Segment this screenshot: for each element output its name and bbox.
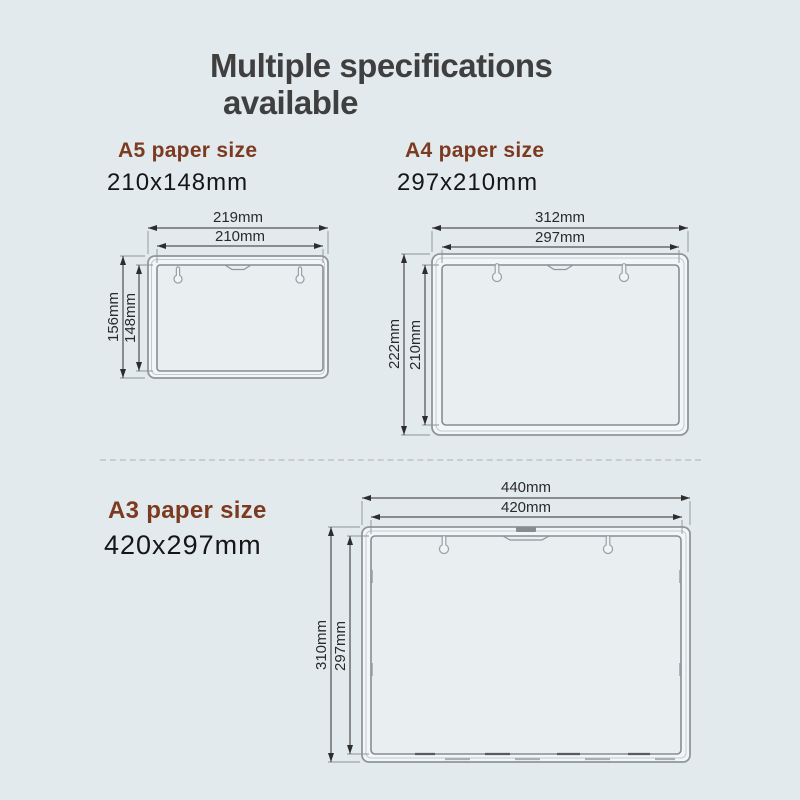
a5-paper-size-value: 210x148mm: [107, 169, 249, 196]
a4-outer-height-label: 222mm: [386, 318, 403, 370]
a3-top-tab: [516, 527, 536, 532]
a4-paper-size-value: 297x210mm: [397, 169, 539, 196]
a5-section-heading: A5 paper size: [118, 139, 258, 162]
a5-inner-height-label: 148mm: [122, 292, 139, 344]
a5-outer-height-label: 156mm: [105, 291, 122, 343]
a5-inner-width-label: 210mm: [214, 228, 266, 245]
a4-frame-inner-panel: [442, 265, 679, 425]
a3-dimension-diagram: [305, 465, 705, 785]
a3-inner-height-label: 297mm: [332, 620, 349, 672]
a5-dimension-diagram: [95, 203, 345, 393]
a4-inner-width-label: 297mm: [534, 229, 586, 246]
page-title-line1: Multiple specifications: [210, 47, 553, 84]
a5-outer-width-label: 219mm: [212, 209, 264, 226]
a3-frame-inner-panel: [371, 536, 681, 754]
page-title-line2: available: [223, 84, 358, 121]
section-divider: [100, 459, 701, 461]
a4-section-heading: A4 paper size: [405, 139, 545, 162]
a3-paper-size-value: 420x297mm: [104, 530, 262, 560]
a3-outer-height-label: 310mm: [313, 619, 330, 671]
page-title: [210, 47, 552, 121]
a4-inner-height-label: 210mm: [407, 319, 424, 371]
a4-dimension-diagram: [385, 198, 705, 448]
a4-outer-width-label: 312mm: [534, 209, 586, 226]
a3-section-heading: A3 paper size: [108, 497, 267, 524]
a3-outer-width-label: 440mm: [500, 479, 552, 496]
a3-inner-width-label: 420mm: [500, 499, 552, 516]
